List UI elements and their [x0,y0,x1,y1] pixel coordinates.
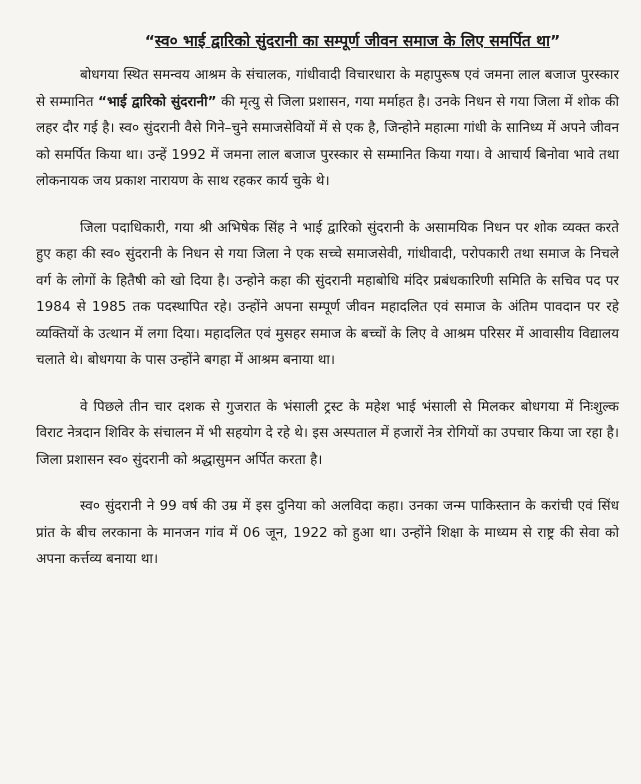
title-rest: का सम्पूर्ण जीवन समाज के लिए समर्पित था [297,32,551,50]
paragraph-2: जिला पदाधिकारी, गया श्री अभिषेक सिंह ने भाई द्वारिको सुंदरानी के असामयिक निधन पर शोक व्यक्त करते हुए कहा की स्व० सुंदरानी के निधन से गया जिला ने एक सच्चे समाजसेवी, गांधीवादी, परोपकारी तथा समाज के निचले वर्ग के लोगों के हितैषी को खो दिया है। उन्होने कहा की सुंदरानी महाबोधि मंदिर प्रबंधकारिणी समिति के सचिव पद पर 1984 से 1985 तक पदस्थापित रहे। उन्होंने अपना सम्पूर्ण जीवन महादलित एवं समाज के अंतिम पावदान पर रहे व्यक्तियों के उत्थान में लगा दिया। महादलित एवं मुसहर समाज के बच्चों के लिए वे आश्रम परिसर में आवासीय विद्यालय चलाते थे। बोधगया के पास उन्होंने बगहा में आश्रम बनाया था। [36,219,619,368]
paragraph-4: स्व० सुंदरानी ने 99 वर्ष की उम्र में इस दुनिया को अलविदा कहा। उनका जन्म पाकिस्तान के करांची एवं सिंध प्रांत के बीच लरकाना के मानजन गांव में 06 जून, 1922 को हुआ था। उन्होंने शिक्षा के माध्यम से राष्ट्र की सेवा को अपना कर्त्तव्य बनाया था। [36,498,619,567]
paragraph-1-part-1: बोधगया स्थित समन्वय आश्रम के संचालक, गांधीवादी विचारधारा के महापुरूष एवं जमना लाल बजाज पुरस्कार से सम्मानित [36,67,619,110]
paragraph-1 [36,62,619,195]
paragraph-1-part-2: की मृत्यु से जिला प्रशासन, गया मर्माहत है। उनके निधन से गया जिला में शोक की लहर दौर गई है। स्व० सुंदरानी वैसे गिने–चुने समाजसेवियों में से एक है, जिन्होने महात्मा गांधी के सानिध्य में अपने जीवन को समर्पित किया था। उन्हें 1992 में जमना लाल बजाज पुरस्कार से सम्मानित किया गया। वे आचार्य बिनोवा भावे तथा लोकनायक जय प्रकाश नारायण के साथ रहकर कार्य चुके थे। [36,93,619,189]
paragraph-1-name: “भाई द्वारिको सुंदरानी” [98,93,217,110]
paragraph-3: वे पिछले तीन चार दशक से गुजरात के भंसाली ट्रस्ट के महेश भाई भंसाली से मिलकर बोधगया में निःशुल्क विराट नेत्रदान शिविर के संचालन में भी सहयोग दे रहे थे। इस अस्पताल में हजारों नेत्र रोगियों का उपचार किया जा रहा है। जिला प्रशासन स्व० सुंदरानी को श्रद्धासुमन अर्पित करता है। [36,398,619,468]
title-quote-open: “ [144,32,155,50]
page-title [86,30,619,52]
title-quote-close: ” [550,32,561,50]
title-name: स्व० भाई द्वारिको सुंदरानी [154,32,298,50]
